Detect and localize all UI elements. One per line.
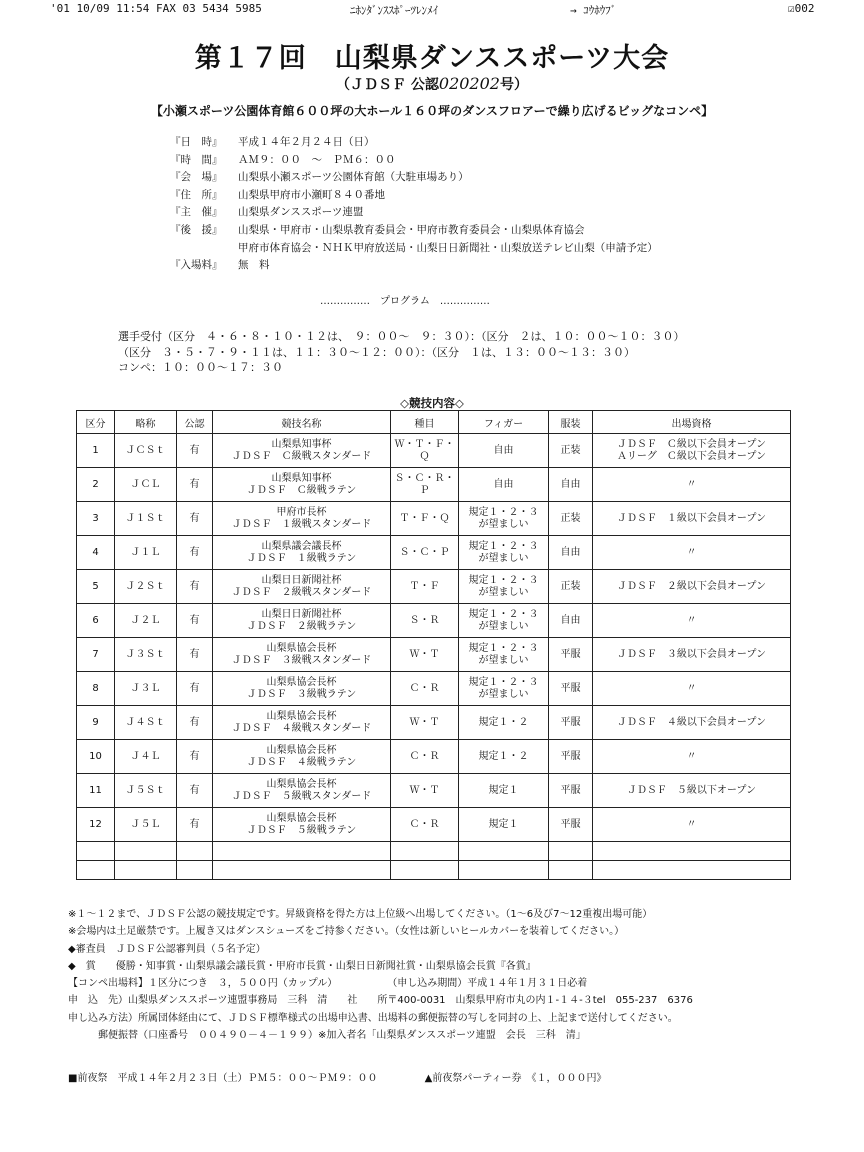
approval-number	[0, 74, 864, 94]
cell-qualification	[593, 638, 791, 672]
cell-abbreviation	[115, 604, 177, 638]
cell-official	[177, 604, 213, 638]
cell-event-name-line: ＪＤＳＦ ３級戦ラテン	[246, 688, 357, 700]
cell-qualification	[593, 740, 791, 774]
cell-figure-line: が望ましい	[478, 552, 529, 564]
cell-qualification	[593, 774, 791, 808]
cell-event-name-line: 山梨日日新聞社杯	[261, 608, 342, 620]
fax-header	[50, 2, 840, 16]
note-line: 【コンペ出場料】１区分につき ３，５００円（カップル） （申し込み期間）平成１４年１月３１日必着	[68, 978, 588, 990]
eve-party-ticket: ▲前夜祭パーティー券 《１，０００円》	[424, 1073, 607, 1084]
info-value: 甲府市体育協会・ＮＨＫ甲府放送局・山梨日日新聞社・山梨放送テレビ山梨（申請予定）	[238, 241, 658, 254]
cell-official	[177, 706, 213, 740]
cell-qualification	[593, 468, 791, 502]
table-row	[77, 434, 791, 468]
blank-cell	[177, 842, 213, 861]
cell-official	[177, 740, 213, 774]
blank-row	[77, 842, 791, 861]
cell-abbreviation	[115, 638, 177, 672]
cell-abbreviation-line: ＪＣＳｔ	[125, 444, 166, 456]
document-title: 第１７回 山梨県ダンススポーツ大会	[194, 43, 670, 74]
cell-dance	[391, 638, 459, 672]
cell-figure	[459, 740, 549, 774]
cell-division-line: 7	[92, 648, 99, 660]
cell-division-line: 4	[92, 546, 99, 558]
cell-qualification-line: 〃	[686, 750, 697, 762]
blank-cell	[391, 861, 459, 880]
cell-division	[77, 774, 115, 808]
table-row	[77, 468, 791, 502]
cell-dance	[391, 672, 459, 706]
info-value: ＡＭ９：００ ～ ＰＭ６：００	[238, 153, 396, 166]
cell-qualification	[593, 672, 791, 706]
cell-abbreviation-line: ＪＣＬ	[130, 478, 161, 490]
cell-qualification	[593, 706, 791, 740]
cell-figure-line: が望ましい	[478, 586, 529, 598]
cell-dress-line: 平服	[560, 750, 581, 762]
cell-event-name-line: 山梨県協会長杯	[266, 676, 337, 688]
cell-event-name-line: ＪＤＳＦ ３級戦スタンダード	[231, 654, 372, 666]
cell-dress-line: 平服	[560, 682, 581, 694]
info-value: 平成１４年２月２４日（日）	[238, 136, 375, 148]
cell-event-name-line: 山梨県知事杯	[271, 472, 332, 484]
cell-division-line: 9	[92, 716, 99, 728]
cell-dress	[549, 502, 593, 536]
cell-division	[77, 604, 115, 638]
cell-qualification-line: 〃	[686, 682, 697, 694]
cell-figure-line: 自由	[493, 478, 514, 490]
program-heading: …………… プログラム ……………	[320, 296, 490, 307]
cell-event-name-line: ＪＤＳＦ ４級戦スタンダード	[231, 722, 372, 734]
cell-event-name-line: ＪＤＳＦ ４級戦ラテン	[246, 756, 357, 768]
cell-dress	[549, 638, 593, 672]
cell-event-name-line: ＪＤＳＦ １級戦ラテン	[246, 552, 357, 564]
info-key: 『時 間』	[170, 153, 223, 166]
cell-dress	[549, 536, 593, 570]
cell-official-line: 有	[189, 580, 200, 592]
cell-abbreviation	[115, 536, 177, 570]
cell-dance	[391, 774, 459, 808]
cell-qualification-line: ＪＤＳＦ ３級以下会員オープン	[616, 648, 767, 660]
cell-figure	[459, 638, 549, 672]
cell-dance-line: Ｃ・Ｒ	[409, 818, 440, 830]
info-key: 『入場料』	[170, 259, 223, 272]
cell-figure	[459, 434, 549, 468]
cell-abbreviation-line: Ｊ４Ｌ	[130, 750, 161, 762]
info-key: 『日 時』	[170, 136, 223, 148]
note-line: ◆審査員 ＪＤＳＦ公認審判員（５名予定）	[68, 943, 266, 955]
cell-event-name-line: ＪＤＳＦ ２級戦スタンダード	[231, 586, 372, 598]
cell-dress-line: 正装	[560, 444, 581, 456]
cell-dance	[391, 536, 459, 570]
cell-event-name-line: 甲府市長杯	[276, 506, 327, 518]
info-key: 『主 催』	[170, 206, 223, 219]
info-value: 山梨県甲府市小瀬町８４０番地	[238, 188, 385, 201]
blank-cell	[115, 842, 177, 861]
cell-dress	[549, 570, 593, 604]
blank-cell	[593, 861, 791, 880]
schedule	[118, 329, 685, 376]
eve-party-schedule: ■前夜祭 平成１４年２月２３日（土）ＰＭ５：００～ＰＭ９：００	[68, 1073, 378, 1084]
cell-official-line: 有	[189, 614, 200, 626]
cell-event-name	[213, 570, 391, 604]
header-qualification: 出場資格	[593, 411, 791, 434]
blank-cell	[213, 861, 391, 880]
cell-official-line: 有	[189, 546, 200, 558]
cell-qualification	[593, 502, 791, 536]
table-title: ◇競技内容◇	[400, 396, 464, 410]
blank-row	[77, 861, 791, 880]
cell-official	[177, 502, 213, 536]
cell-division-line: 6	[92, 614, 99, 626]
cell-figure	[459, 672, 549, 706]
cell-dance	[391, 468, 459, 502]
cell-event-name	[213, 502, 391, 536]
cell-official-line: 有	[189, 512, 200, 524]
table-row	[77, 774, 791, 808]
cell-abbreviation-line: Ｊ１Ｌ	[130, 546, 161, 558]
cell-abbreviation	[115, 434, 177, 468]
cell-dress-line: 平服	[560, 818, 581, 830]
cell-abbreviation-line: Ｊ３Ｓｔ	[125, 648, 166, 660]
fax-datetime: '01 10/09 11:54 FAX 03 5434 5985	[50, 2, 262, 15]
approval-suffix: 号）	[499, 77, 528, 93]
cell-qualification-line: ＪＤＳＦ ２級以下会員オープン	[616, 580, 767, 592]
cell-figure-line: 規定１・２・３	[468, 608, 539, 620]
cell-event-name	[213, 808, 391, 842]
cell-event-name-line: ＪＤＳＦ ２級戦ラテン	[246, 620, 357, 632]
cell-official	[177, 638, 213, 672]
cell-official-line: 有	[189, 750, 200, 762]
cell-dance	[391, 706, 459, 740]
info-key: 『住 所』	[170, 188, 223, 201]
cell-figure	[459, 604, 549, 638]
cell-figure	[459, 536, 549, 570]
cell-event-name	[213, 604, 391, 638]
cell-dress-line: 正装	[560, 580, 581, 592]
cell-dance	[391, 808, 459, 842]
header-division: 区分	[77, 411, 115, 434]
cell-dance	[391, 434, 459, 468]
cell-event-name	[213, 638, 391, 672]
cell-dance-line: Ｔ・Ｆ・Ｑ	[399, 512, 450, 524]
cell-division-line: 12	[89, 818, 102, 830]
cell-dance-line: Ｗ・Ｔ	[409, 648, 440, 660]
cell-official-line: 有	[189, 784, 200, 796]
cell-dress-line: 自由	[560, 546, 581, 558]
cell-event-name-line: 山梨県協会長杯	[266, 710, 337, 722]
cell-official	[177, 468, 213, 502]
cell-figure-line: 規定１	[488, 818, 519, 830]
cell-qualification	[593, 434, 791, 468]
note-line: 郵便振替（口座番号 ００４９０－４－１９９）※加入者名「山梨県ダンススポーツ連盟 会長 三科 清」	[68, 1030, 586, 1042]
header-dress: 服装	[549, 411, 593, 434]
cell-division-line: 8	[92, 682, 99, 694]
cell-division-line: 1	[92, 444, 99, 456]
cell-dress	[549, 434, 593, 468]
cell-dance	[391, 740, 459, 774]
cell-qualification	[593, 604, 791, 638]
info-key: 『後 援』	[170, 223, 223, 236]
cell-abbreviation	[115, 502, 177, 536]
blank-cell	[213, 842, 391, 861]
cell-dress	[549, 808, 593, 842]
cell-dance-line: Ｗ・Ｔ	[409, 716, 440, 728]
cell-figure	[459, 808, 549, 842]
cell-dance	[391, 502, 459, 536]
cell-event-name-line: 山梨県協会長杯	[266, 812, 337, 824]
cell-dance	[391, 570, 459, 604]
blank-cell	[459, 861, 549, 880]
cell-figure	[459, 774, 549, 808]
cell-official	[177, 570, 213, 604]
header-figure: フィガー	[459, 411, 549, 434]
cell-division	[77, 570, 115, 604]
cell-division	[77, 740, 115, 774]
cell-event-name	[213, 536, 391, 570]
blank-cell	[77, 861, 115, 880]
cell-official-line: 有	[189, 444, 200, 456]
cell-official-line: 有	[189, 682, 200, 694]
blank-cell	[177, 861, 213, 880]
blank-cell	[115, 861, 177, 880]
note-line: ◆ 賞 優勝・知事賞・山梨県議会議長賞・甲府市長賞・山梨日日新聞社賞・山梨県協会長賞『各賞』	[68, 960, 536, 972]
eve-party	[68, 1069, 651, 1084]
note-line: ※１～１２まで、ＪＤＳＦ公認の競技規定です。昇級資格を得た方は上位級へ出場してください。（1～6及び7～12重複出場可能）	[68, 909, 653, 920]
notes	[68, 906, 693, 1044]
cell-official-line: 有	[189, 648, 200, 660]
header-event-name: 競技名称	[213, 411, 391, 434]
cell-dress-line: 平服	[560, 716, 581, 728]
blank-cell	[391, 842, 459, 861]
header-official: 公認	[177, 411, 213, 434]
table-row	[77, 536, 791, 570]
cell-figure-line: が望ましい	[478, 620, 529, 632]
events-table	[76, 410, 791, 880]
cell-abbreviation	[115, 740, 177, 774]
schedule-line: 選手受付（区分 ４・６・８・１０・１２は、 ９：００～ ９：３０）：（区分 ２は、１０：００～１０：３０）	[118, 330, 685, 343]
cell-figure-line: 自由	[493, 444, 514, 456]
note-line: 申 込 先）山梨県ダンススポーツ連盟事務局 三科 清 社 所〒400-0031 山梨県甲府市丸の内１-１４-３tel 055-237 6376	[68, 995, 693, 1007]
cell-division-line: 3	[92, 512, 99, 524]
cell-abbreviation	[115, 672, 177, 706]
cell-dance-line: Ｃ・Ｒ	[409, 682, 440, 694]
cell-dress	[549, 774, 593, 808]
cell-abbreviation-line: Ｊ３Ｌ	[130, 682, 161, 694]
cell-abbreviation	[115, 808, 177, 842]
cell-figure-line: が望ましい	[478, 654, 529, 666]
cell-qualification	[593, 570, 791, 604]
cell-figure-line: 規定１・２・３	[468, 574, 539, 586]
cell-dance-line: Ｓ・Ｃ・Ｒ・Ｐ	[394, 472, 455, 496]
cell-event-name-line: ＪＤＳＦ ５級戦ラテン	[246, 824, 357, 836]
schedule-line: コンペ：１０：００～１７：３０	[118, 361, 283, 374]
cell-division-line: 5	[92, 580, 99, 592]
cell-official	[177, 536, 213, 570]
cell-official	[177, 774, 213, 808]
cell-figure-line: 規定１・２・３	[468, 540, 539, 552]
cell-division	[77, 638, 115, 672]
table-row	[77, 706, 791, 740]
cell-official-line: 有	[189, 478, 200, 490]
cell-qualification-line: ＪＤＳＦ ４級以下会員オープン	[616, 716, 767, 728]
cell-figure	[459, 468, 549, 502]
cell-event-name-line: 山梨日日新聞社杯	[261, 574, 342, 586]
cell-figure	[459, 502, 549, 536]
cell-division	[77, 434, 115, 468]
cell-official-line: 有	[189, 818, 200, 830]
table-row	[77, 502, 791, 536]
header-dance: 種目	[391, 411, 459, 434]
cell-division	[77, 706, 115, 740]
cell-event-name-line: 山梨県知事杯	[271, 438, 332, 450]
cell-official-line: 有	[189, 716, 200, 728]
cell-abbreviation-line: Ｊ５Ｌ	[130, 818, 161, 830]
approval-prefix: （ＪＤＳＦ 公認	[336, 77, 439, 93]
cell-figure-line: 規定１・２・３	[468, 506, 539, 518]
cell-abbreviation	[115, 468, 177, 502]
cell-event-name-line: 山梨県協会長杯	[266, 778, 337, 790]
cell-event-name-line: ＪＤＳＦ Ｃ級戦ラテン	[246, 484, 357, 496]
cell-dress-line: 平服	[560, 784, 581, 796]
cell-event-name	[213, 774, 391, 808]
blank-cell	[77, 842, 115, 861]
table-row	[77, 808, 791, 842]
cell-abbreviation	[115, 570, 177, 604]
cell-qualification-line: 〃	[686, 546, 697, 558]
cell-dress-line: 自由	[560, 614, 581, 626]
cell-abbreviation-line: Ｊ２Ｓｔ	[125, 580, 166, 592]
cell-figure	[459, 706, 549, 740]
cell-event-name	[213, 468, 391, 502]
blank-cell	[549, 842, 593, 861]
fax-recipient: → ｺｳﾎｳﾌﾞ	[570, 4, 617, 17]
cell-abbreviation-line: Ｊ５Ｓｔ	[125, 784, 166, 796]
cell-official	[177, 808, 213, 842]
cell-dance-line: Ｓ・Ｃ・Ｐ	[399, 546, 450, 558]
cell-division	[77, 672, 115, 706]
blank-cell	[459, 842, 549, 861]
cell-dress	[549, 706, 593, 740]
cell-figure-line: 規定１・２	[478, 750, 529, 762]
schedule-line: （区分 ３・５・７・９・１１は、１１：３０～１２：００）：（区分 １は、１３：００～１３：３０）	[118, 345, 635, 359]
info-value: 山梨県・甲府市・山梨県教育委員会・甲府市教育委員会・山梨県体育協会	[238, 223, 585, 236]
cell-figure-line: 規定１	[488, 784, 519, 796]
cell-dress	[549, 672, 593, 706]
cell-qualification-line: 〃	[686, 478, 697, 490]
cell-division-line: 2	[92, 478, 99, 490]
catchphrase: 【小瀬スポーツ公園体育館６００坪の大ホール１６０坪のダンスフロアーで繰り広げるビッグなコンペ】	[150, 104, 714, 118]
table-row	[77, 604, 791, 638]
cell-figure-line: 規定１・２・３	[468, 676, 539, 688]
cell-dance-line: Ｓ・Ｒ	[409, 614, 440, 626]
cell-event-name	[213, 740, 391, 774]
cell-qualification-line: Ａリーグ Ｃ級以下会員オープン	[616, 450, 767, 462]
cell-dress-line: 正装	[560, 512, 581, 524]
approval-handwritten-number: 020202	[438, 74, 500, 93]
fax-sender: ﾆﾎﾝﾀﾞﾝｽｽﾎﾟｰﾂﾚﾝﾒｲ	[350, 4, 438, 17]
cell-division-line: 11	[89, 784, 102, 796]
fax-page-number: ☑002	[788, 2, 815, 15]
cell-qualification-line: 〃	[686, 818, 697, 830]
info-value: 山梨県小瀬スポーツ公園体育館（大駐車場あり）	[238, 171, 469, 184]
cell-abbreviation	[115, 774, 177, 808]
cell-figure-line: 規定１・２	[478, 716, 529, 728]
cell-qualification-line: 〃	[686, 614, 697, 626]
cell-figure	[459, 570, 549, 604]
cell-official	[177, 434, 213, 468]
blank-cell	[549, 861, 593, 880]
cell-event-name-line: ＪＤＳＦ Ｃ級戦スタンダード	[231, 450, 372, 462]
cell-qualification-line: ＪＤＳＦ １級以下会員オープン	[616, 512, 767, 524]
cell-event-name-line: 山梨県議会議長杯	[261, 540, 342, 552]
cell-abbreviation	[115, 706, 177, 740]
cell-dress	[549, 604, 593, 638]
cell-official	[177, 672, 213, 706]
table-row	[77, 570, 791, 604]
cell-dance-line: Ｔ・Ｆ	[409, 580, 440, 592]
cell-event-name	[213, 434, 391, 468]
note-line: ※会場内は土足厳禁です。上履き又はダンスシューズをご持参ください。（女性は新しいヒールカバーを装着してください。）	[68, 926, 625, 938]
cell-dress	[549, 468, 593, 502]
cell-event-name-line: 山梨県協会長杯	[266, 642, 337, 654]
cell-figure-line: 規定１・２・３	[468, 642, 539, 654]
cell-event-name	[213, 706, 391, 740]
info-key: 『会 場』	[170, 171, 223, 184]
table-row	[77, 740, 791, 774]
cell-division	[77, 536, 115, 570]
table-header-row	[77, 411, 791, 434]
table-row	[77, 638, 791, 672]
header-abbreviation: 略称	[115, 411, 177, 434]
cell-division	[77, 808, 115, 842]
cell-abbreviation-line: Ｊ４Ｓｔ	[125, 716, 166, 728]
cell-dress-line: 自由	[560, 478, 581, 490]
cell-event-name-line: 山梨県協会長杯	[266, 744, 337, 756]
cell-abbreviation-line: Ｊ１Ｓｔ	[125, 512, 166, 524]
cell-dress-line: 平服	[560, 648, 581, 660]
cell-dress	[549, 740, 593, 774]
blank-cell	[593, 842, 791, 861]
info-value: 山梨県ダンススポーツ連盟	[238, 206, 364, 219]
note-line: 申し込み方法）所属団体経由にて、ＪＤＳＦ標準様式の出場申込書、出場料の郵便振替の写しを同封の上、上記まで送付してください。	[68, 1012, 678, 1024]
cell-dance-line: Ｗ・Ｔ・Ｆ・Ｑ	[394, 438, 455, 462]
table-row	[77, 672, 791, 706]
cell-division	[77, 502, 115, 536]
cell-qualification-line: ＪＤＳＦ Ｃ級以下会員オープン	[616, 438, 767, 450]
cell-event-name-line: ＪＤＳＦ １級戦スタンダード	[231, 518, 372, 530]
cell-event-name-line: ＪＤＳＦ ５級戦スタンダード	[231, 790, 372, 802]
cell-figure-line: が望ましい	[478, 518, 529, 530]
cell-qualification-line: ＪＤＳＦ ５級以下オープン	[626, 784, 757, 796]
cell-figure-line: が望ましい	[478, 688, 529, 700]
cell-division	[77, 468, 115, 502]
cell-division-line: 10	[89, 750, 102, 762]
cell-abbreviation-line: Ｊ２Ｌ	[130, 614, 161, 626]
cell-dance-line: Ｗ・Ｔ	[409, 784, 440, 796]
cell-dance	[391, 604, 459, 638]
cell-qualification	[593, 808, 791, 842]
cell-event-name	[213, 672, 391, 706]
info-value: 無 料	[238, 259, 270, 272]
cell-qualification	[593, 536, 791, 570]
cell-dance-line: Ｃ・Ｒ	[409, 750, 440, 762]
